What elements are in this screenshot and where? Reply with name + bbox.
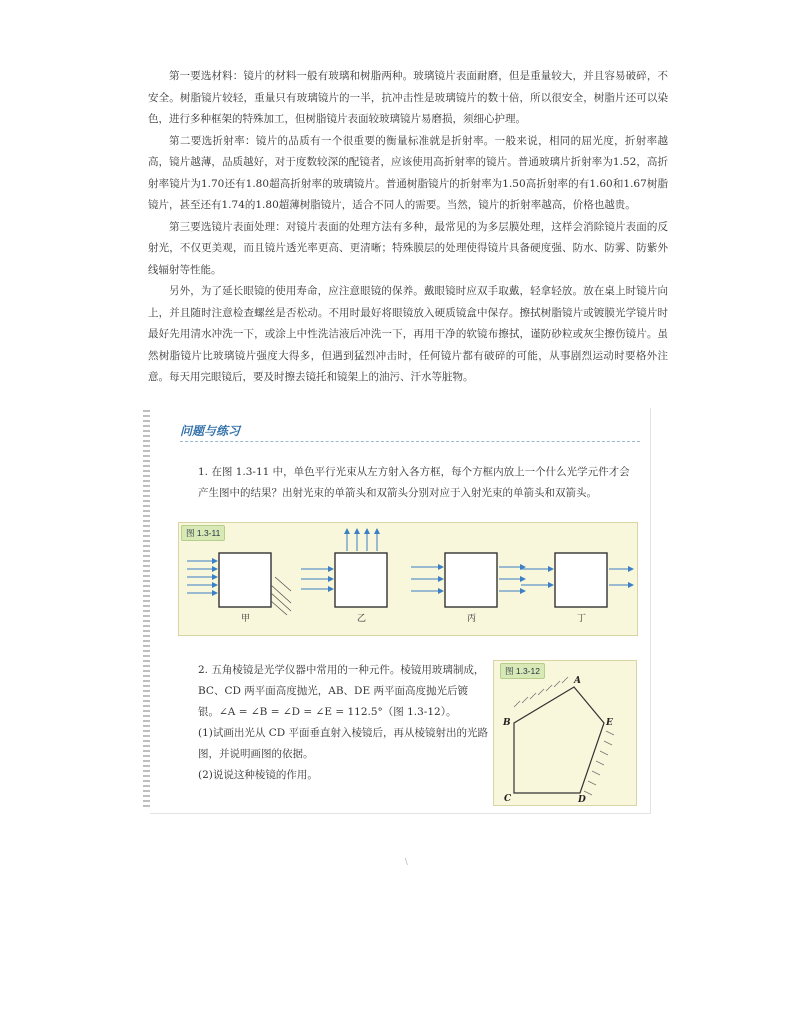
article-text xyxy=(148,66,668,389)
figure-1-3-11-drawing xyxy=(179,523,637,635)
box-yi xyxy=(335,553,387,607)
vertex-d: D xyxy=(578,795,586,805)
question-2-stem: 2. 五角棱镜是光学仪器中常用的一种元件。棱镜用玻璃制成，BC、CD 两平面高度抛光，AB、DE 两平面高度抛光后镀银。∠A = ∠B = ∠D = ∠E = 112.5°（图 1.3-12）。 xyxy=(198,664,485,718)
paragraph-refractive-index: 第二要选折射率：镜片的品质有一个很重要的衡量标准就是折射率。一般来说，相同的屈光度，折射率越高，镜片越薄，品质越好，对于度数较深的配镜者，应该使用高折射率的镜片。普通玻璃片折射率为1.52，高折射率镜片为1.70还有1.80超高折射率的玻璃镜片。普通树脂镜片的折射率为1.50高折射率的有1.60和1.67树脂镜片，甚至还有1.74的1.80超薄树脂镜片，适合不同人的需要。当然，镜片的折射率越高，价格也越贵。 xyxy=(148,134,668,211)
exercise-heading: 问题与练习 xyxy=(180,424,241,438)
vertex-c: C xyxy=(504,794,512,804)
figure-1-3-11 xyxy=(178,522,638,636)
label-yi: 乙 xyxy=(357,614,367,624)
label-jia: 甲 xyxy=(241,614,251,624)
figure-tag: 图 1.3-11 xyxy=(181,525,225,541)
figure-tag: 图 1.3-12 xyxy=(500,663,545,679)
paragraph-surface-treatment: 第三要选镜片表面处理：对镜片表面的处理方法有多种，最常见的为多层膜处理，这样会消除镜片表面的反射光，不仅更美观，而且镜片透光率更高、更清晰；特殊膜层的处理使得镜片具备硬度强、防水、防雾、防紫外线辐射等性能。 xyxy=(148,220,668,276)
paragraph-maintenance: 另外，为了延长眼镜的使用寿命，应注意眼镜的保养。戴眼镜时应双手取戴，轻拿轻放。放在桌上时镜片向上，并且随时注意检查螺丝是否松动。不用时最好将眼镜放入硬质镜盒中保存。擦拭树脂镜片或镀膜光学镜片时最好先用清水冲洗一下，或涂上中性洗洁液后冲洗一下，再用干净的软镜布擦拭，谨防砂粒或灰尘擦伤镜片。虽然树脂镜片比玻璃镜片强度大得多，但遇到猛烈冲击时，任何镜片都有破碎的可能，从事剧烈运动时要格外注意。每天用完眼镜后，要及时擦去镜托和镜架上的油污、汗水等脏物。 xyxy=(148,285,668,383)
vertex-b: B xyxy=(503,718,511,728)
vertex-e: E xyxy=(606,718,613,728)
pentaprism-drawing xyxy=(494,661,636,805)
question-1: 1. 在图 1.3-11 中，单色平行光束从左方射入各方框，每个方框内放上一个什么光学元件才会产生图中的结果？出射光束的单箭头和双箭头分别对应于入射光束的单箭头和双箭头。 xyxy=(198,466,630,499)
box-ding xyxy=(555,553,607,607)
exercise-panel xyxy=(150,408,651,814)
box-jia xyxy=(219,553,271,607)
question-2 xyxy=(198,660,488,786)
vertex-a: A xyxy=(574,676,581,686)
pentaprism-outline xyxy=(514,687,604,793)
heading-divider xyxy=(180,441,640,442)
box-bing xyxy=(445,553,497,607)
question-2-part-2: (2)说说这种棱镜的作用。 xyxy=(198,769,318,781)
footer-mark: \ xyxy=(405,857,408,866)
label-ding: 丁 xyxy=(577,614,587,624)
paragraph-materials: 第一要选材料：镜片的材料一般有玻璃和树脂两种。玻璃镜片表面耐磨，但是重量较大，并且容易破碎，不安全。树脂镜片较轻，重量只有玻璃镜片的一半，抗冲击性是玻璃镜片的数十倍，所以很安全，树脂片还可以染色，进行多种框架的特殊加工，但树脂镜片表面较玻璃镜片易磨损，须细心护理。 xyxy=(148,70,668,125)
figure-1-3-12 xyxy=(493,660,637,806)
question-2-part-1: (1)试画出光从 CD 平面垂直射入棱镜后，再从棱镜射出的光路图，并说明画图的依据。 xyxy=(198,727,488,760)
label-bing: 丙 xyxy=(467,614,477,624)
